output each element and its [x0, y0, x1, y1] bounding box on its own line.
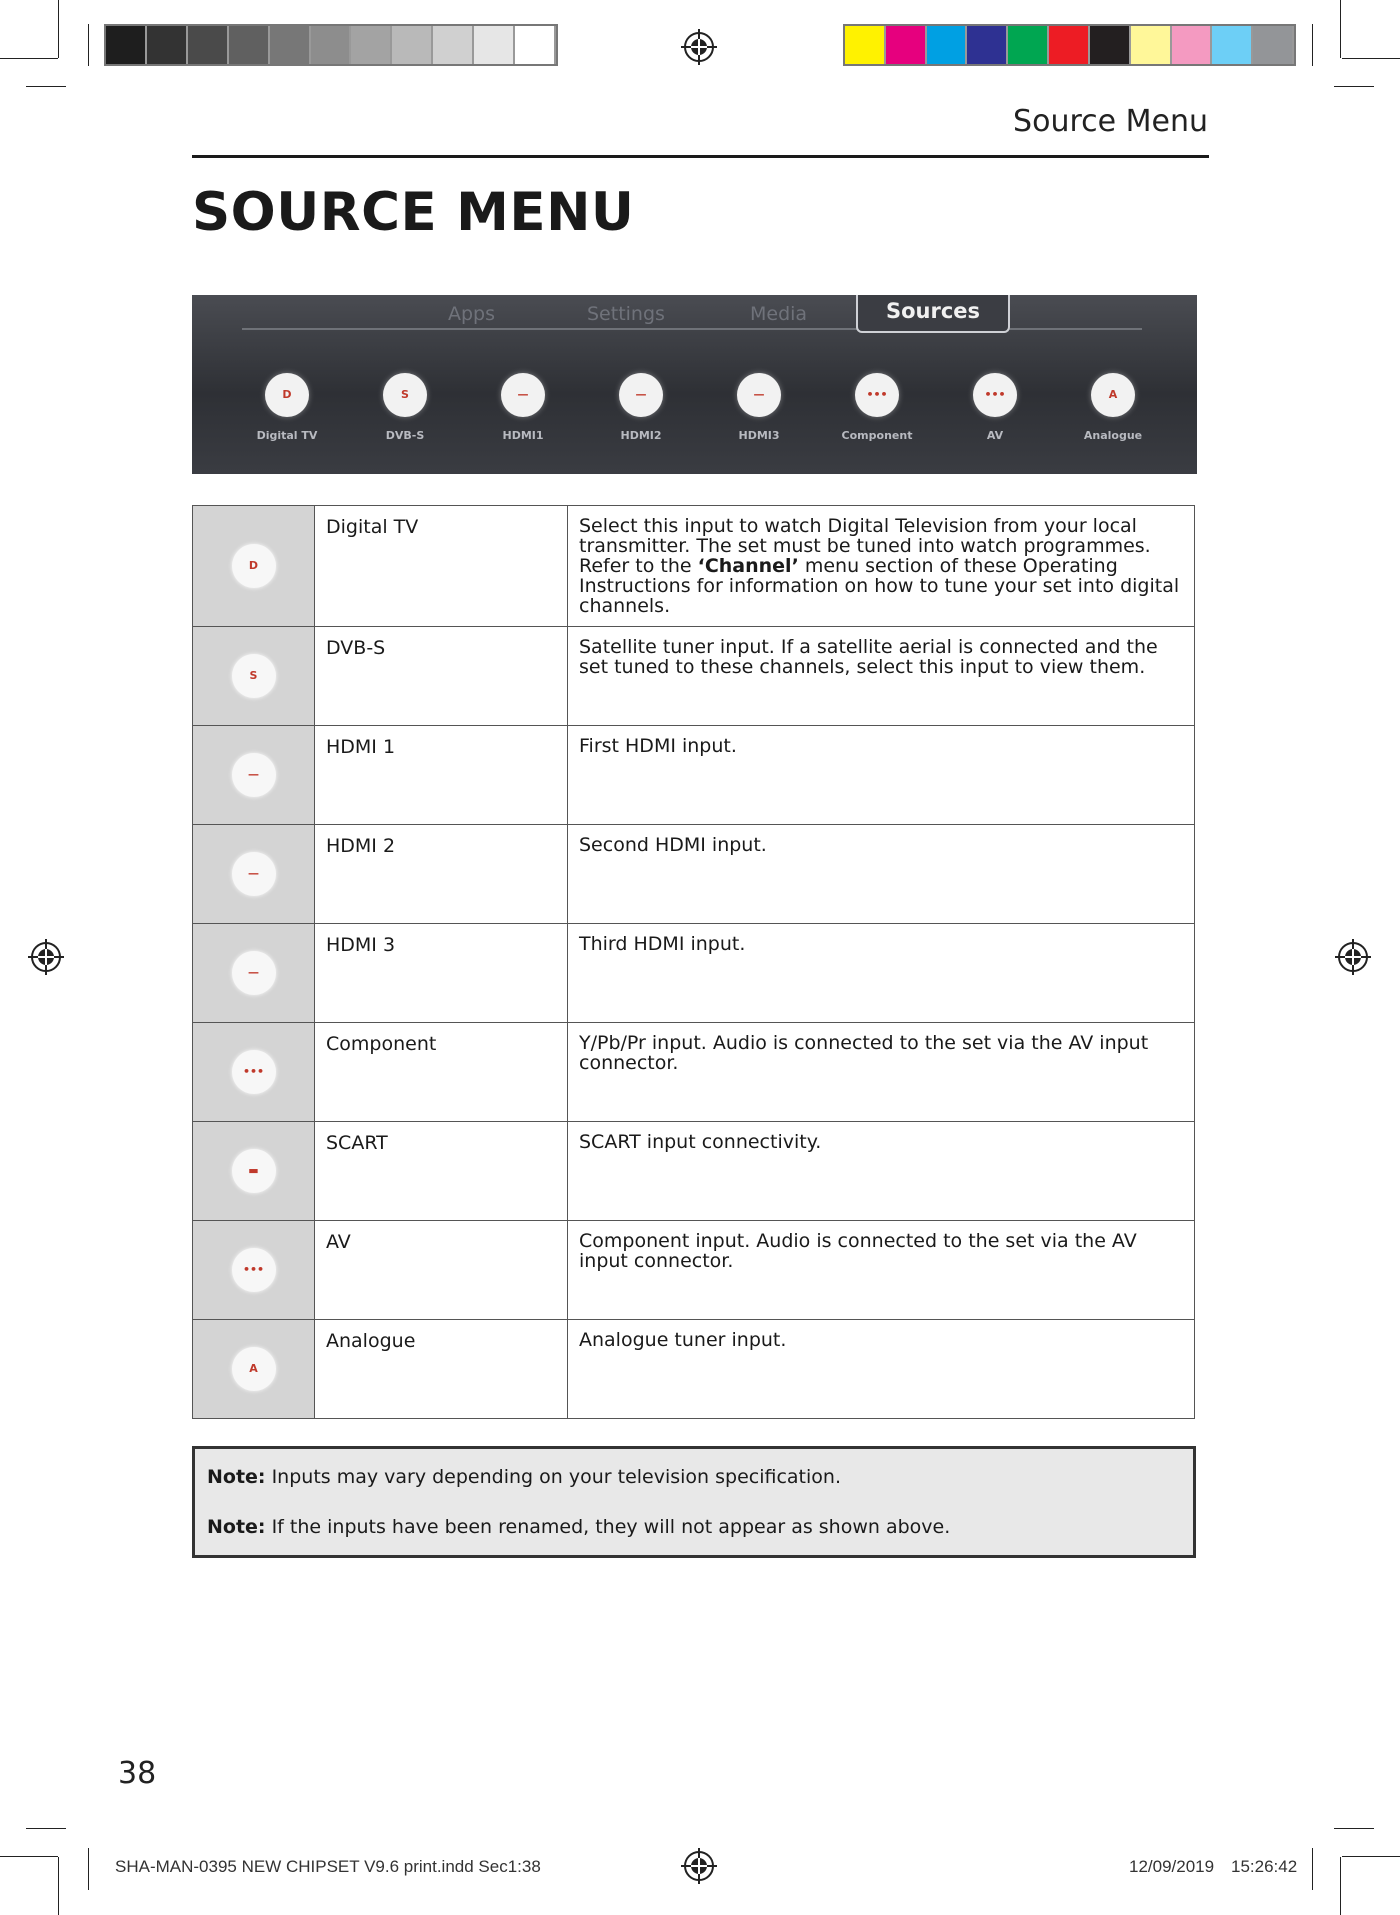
- grayscale-color-bar: [104, 24, 558, 66]
- color-swatch: [392, 26, 433, 64]
- color-swatch: [311, 26, 352, 64]
- source-description: Select this input to watch Digital Television from your local transmitter. The set must be tuned into watch programmes. Refer to the ‘Channel’ menu section of these Operating Instructions for information on how to tune your set into digital channels.: [568, 506, 1195, 627]
- icon-cell: [193, 506, 315, 627]
- footer-time: 15:26:42: [1231, 1857, 1298, 1876]
- crop-mark: [1340, 1857, 1341, 1915]
- table-row: [193, 627, 1195, 726]
- color-swatch: [106, 26, 147, 64]
- source-name: DVB-S: [315, 627, 568, 726]
- registration-mark-icon: [28, 939, 64, 975]
- tab-sources[interactable]: Sources: [856, 295, 1010, 333]
- source-name: SCART: [315, 1122, 568, 1221]
- color-swatch: [147, 26, 188, 64]
- color-swatch: [1090, 26, 1131, 64]
- crop-mark: [1340, 0, 1341, 58]
- color-swatch: [1172, 26, 1213, 64]
- dvb-s-icon: S: [232, 654, 276, 698]
- source-name: HDMI 1: [315, 726, 568, 825]
- color-swatch: [967, 26, 1008, 64]
- hdmi-icon: —: [232, 852, 276, 896]
- scart-icon: ▬: [232, 1149, 276, 1193]
- process-color-bar: [843, 24, 1296, 66]
- hdmi-icon: —: [619, 373, 663, 417]
- footer-date: 12/09/2019: [1129, 1857, 1215, 1876]
- color-swatch: [188, 26, 229, 64]
- source-name: HDMI 2: [315, 825, 568, 924]
- source-item-av[interactable]: [940, 373, 1050, 442]
- analogue-icon: A: [1091, 373, 1135, 417]
- crop-mark: [26, 1828, 66, 1829]
- hdmi-icon: —: [737, 373, 781, 417]
- source-item-hdmi3[interactable]: [704, 373, 814, 442]
- color-swatch: [1008, 26, 1049, 64]
- tab-media[interactable]: Media: [750, 303, 808, 325]
- table-row: [193, 506, 1195, 627]
- color-swatch: [1049, 26, 1090, 64]
- source-item-label: Analogue: [1083, 429, 1143, 442]
- table-row: [193, 825, 1195, 924]
- color-swatch: [270, 26, 311, 64]
- table-row: [193, 726, 1195, 825]
- digital-tv-icon: D: [232, 544, 276, 588]
- source-item-label: AV: [986, 429, 1004, 442]
- registration-mark-icon: [1335, 939, 1371, 975]
- tv-source-menu-screenshot: [192, 295, 1197, 474]
- crop-mark: [58, 1857, 59, 1915]
- crop-mark: [1334, 86, 1374, 87]
- analogue-icon: A: [232, 1347, 276, 1391]
- source-item-label: HDMI3: [738, 429, 780, 442]
- table-row: [193, 1023, 1195, 1122]
- crop-mark: [1334, 1828, 1374, 1829]
- note-line: Note: Inputs may vary depending on your television specification.: [207, 1466, 841, 1488]
- component-icon: •••: [855, 373, 899, 417]
- color-swatch: [1131, 26, 1172, 64]
- icon-cell: [193, 825, 315, 924]
- color-swatch: [1253, 26, 1294, 64]
- color-swatch: [229, 26, 270, 64]
- component-icon: •••: [232, 1050, 276, 1094]
- source-name: Component: [315, 1023, 568, 1122]
- icon-cell: [193, 1023, 315, 1122]
- source-description: Component input. Audio is connected to the set via the AV input connector.: [568, 1221, 1195, 1320]
- source-description: SCART input connectivity.: [568, 1122, 1195, 1221]
- digital-tv-icon: D: [265, 373, 309, 417]
- note-box: [192, 1446, 1196, 1558]
- header-rule: [192, 155, 1209, 158]
- hdmi-icon: —: [232, 951, 276, 995]
- source-name: Digital TV: [315, 506, 568, 627]
- source-name: AV: [315, 1221, 568, 1320]
- color-swatch: [474, 26, 515, 64]
- table-row: [193, 924, 1195, 1023]
- footer-file: SHA-MAN-0395 NEW CHIPSET V9.6 print.indd Sec1:38: [115, 1857, 541, 1876]
- table-row: [193, 1221, 1195, 1320]
- source-description: Satellite tuner input. If a satellite aerial is connected and the set tuned to these channels, select this input to view them.: [568, 627, 1195, 726]
- icon-cell: [193, 726, 315, 825]
- color-swatch: [515, 26, 556, 64]
- color-swatch: [1212, 26, 1253, 64]
- crop-mark: [88, 1848, 89, 1890]
- color-swatch: [927, 26, 968, 64]
- tab-apps[interactable]: Apps: [448, 303, 496, 325]
- source-item-hdmi1[interactable]: [468, 373, 578, 442]
- color-swatch: [433, 26, 474, 64]
- av-icon: •••: [232, 1248, 276, 1292]
- crop-mark: [88, 24, 89, 66]
- crop-mark: [1342, 1856, 1400, 1857]
- hdmi-icon: —: [232, 753, 276, 797]
- page-heading: SOURCE MENU: [192, 182, 635, 243]
- crop-mark: [26, 86, 66, 87]
- crop-mark: [1312, 1848, 1313, 1890]
- crop-mark: [0, 1856, 58, 1857]
- crop-mark: [0, 58, 58, 59]
- source-item-label: HDMI1: [502, 429, 544, 442]
- source-item-label: DVB-S: [385, 429, 425, 442]
- tab-settings[interactable]: Settings: [587, 303, 665, 325]
- source-description: Third HDMI input.: [568, 924, 1195, 1023]
- icon-cell: [193, 627, 315, 726]
- source-description: First HDMI input.: [568, 726, 1195, 825]
- dvb-s-icon: S: [383, 373, 427, 417]
- hdmi-icon: —: [501, 373, 545, 417]
- table-row: [193, 1122, 1195, 1221]
- source-item-dvb-s[interactable]: [350, 373, 460, 442]
- source-item-hdmi2[interactable]: [586, 373, 696, 442]
- source-item-label: Digital TV: [256, 429, 318, 442]
- source-item-label: Component: [841, 429, 913, 442]
- color-swatch: [845, 26, 886, 64]
- section-title: Source Menu: [1013, 104, 1208, 139]
- color-swatch: [886, 26, 927, 64]
- av-icon: •••: [973, 373, 1017, 417]
- note-line: Note: If the inputs have been renamed, they will not appear as shown above.: [207, 1516, 951, 1538]
- color-swatch: [351, 26, 392, 64]
- source-description: Y/Pb/Pr input. Audio is connected to the set via the AV input connector.: [568, 1023, 1195, 1122]
- page-number: 38: [118, 1756, 157, 1791]
- source-name: HDMI 3: [315, 924, 568, 1023]
- source-description: Analogue tuner input.: [568, 1320, 1195, 1419]
- table-row: [193, 1320, 1195, 1419]
- crop-mark: [1312, 24, 1313, 66]
- registration-mark-icon: [681, 29, 717, 65]
- source-description: Second HDMI input.: [568, 825, 1195, 924]
- source-name: Analogue: [315, 1320, 568, 1419]
- source-item-digital-tv[interactable]: [232, 373, 342, 442]
- source-item-label: HDMI2: [620, 429, 662, 442]
- icon-cell: [193, 924, 315, 1023]
- source-item-component[interactable]: [822, 373, 932, 442]
- crop-mark: [1342, 58, 1400, 59]
- icon-cell: [193, 1320, 315, 1419]
- crop-mark: [58, 0, 59, 58]
- icon-cell: [193, 1122, 315, 1221]
- icon-cell: [193, 1221, 315, 1320]
- source-item-analogue[interactable]: [1058, 373, 1168, 442]
- sources-table: [192, 505, 1195, 1419]
- registration-mark-icon: [681, 1848, 717, 1884]
